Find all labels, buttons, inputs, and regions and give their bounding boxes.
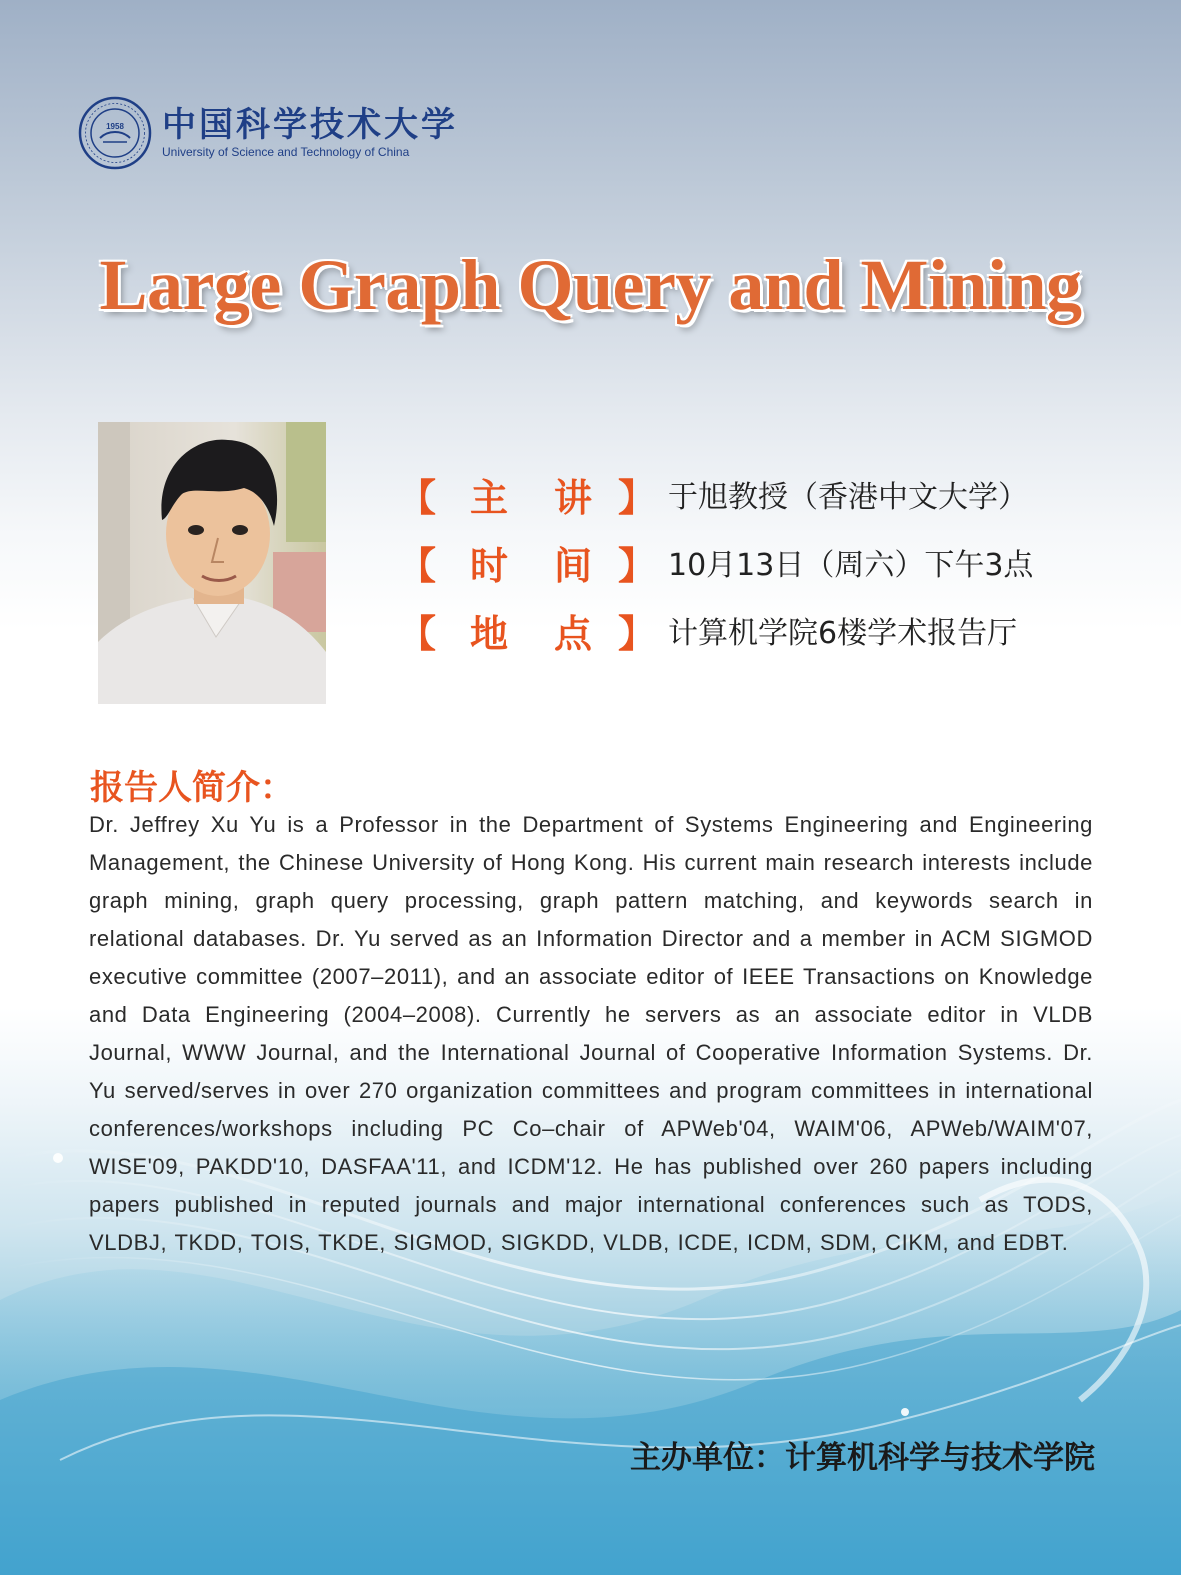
info-row-location <box>398 596 1033 664</box>
speaker-portrait-image <box>98 422 326 704</box>
svg-text:1958: 1958 <box>106 122 124 131</box>
info-value-speaker: 于旭教授（香港中文大学） <box>668 480 1028 515</box>
info-label-speaker: 【 主 讲 】 <box>398 475 656 520</box>
university-name-cn: 中国科学技术大学 <box>162 105 458 145</box>
talk-title: Large Graph Query and Mining <box>99 245 1082 325</box>
info-row-speaker <box>398 460 1033 528</box>
university-seal-icon <box>78 96 152 170</box>
info-value-location: 计算机学院6楼学术报告厅 <box>668 616 1018 651</box>
info-label-time: 【 时 间 】 <box>398 543 656 588</box>
university-logo <box>78 96 458 170</box>
organizer: 主办单位：计算机科学与技术学院 <box>630 1440 1095 1476</box>
info-label-location: 【 地 点 】 <box>398 611 656 656</box>
bio-heading: 报告人简介： <box>90 768 294 808</box>
talk-info <box>398 460 1033 664</box>
speaker-photo <box>98 422 326 704</box>
bio-text: Dr. Jeffrey Xu Yu is a Professor in the Department of Systems Engineering and Engineering Management, the Chinese University of Hong Kong. His current main research interests include graph mining, graph query processing, graph pattern matching, and keywords search in relational databases. Dr. Yu served as an Information Director and a member in ACM SIGMOD executive committee (2007–2011), and an associate editor of IEEE Transactions on Knowledge and Data Engineering (2004–2008). Currently he servers as an associate editor in VLDB Journal, WWW Journal, and the International Journal of Cooperative Information Systems. Dr. Yu served/serves in over 270 organization committees and program committees in international conferences/workshops including PC Co–chair of APWeb'04, WAIM'06, APWeb/WAIM'07, WISE'09, PAKDD'10, DASFAA'11, and ICDM'12. He has published over 260 papers including papers published in reputed journals and major international conferences such as TODS, VLDBJ, TKDD, TOIS, TKDE, SIGMOD, SIGKDD, VLDB, ICDE, ICDM, SDM, CIKM, and EDBT. <box>89 812 1093 1255</box>
university-name-en: University of Science and Technology of China <box>162 145 410 159</box>
info-row-time <box>398 528 1033 596</box>
info-value-time: 10月13日（周六）下午3点 <box>668 548 1034 583</box>
